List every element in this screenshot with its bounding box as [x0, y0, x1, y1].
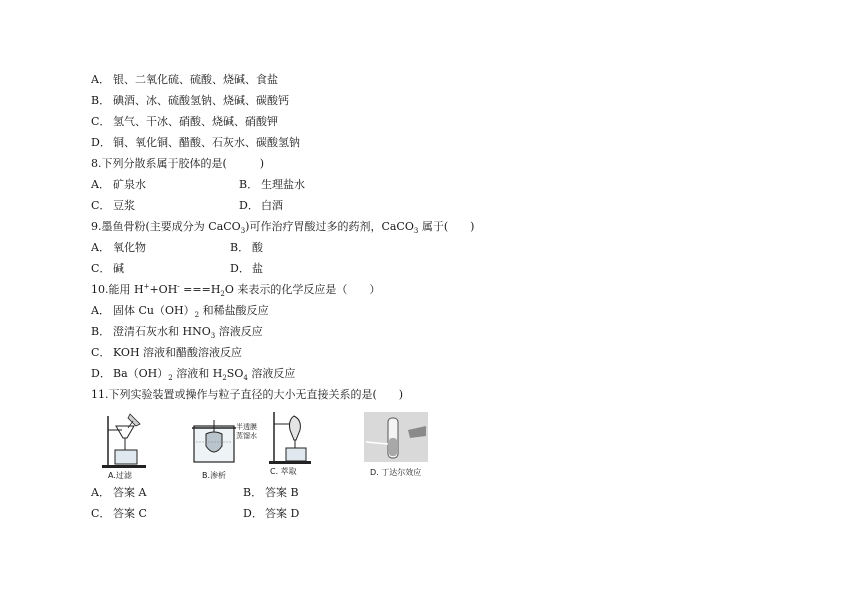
q11-stem: 11.下列实验装置或操作与粒子直径的大小无直接关系的是( ) [91, 388, 404, 401]
q7-option-a: A． 银、二氧化硫、硫酸、烧碱、食盐 [91, 73, 278, 86]
tyndall-effect-photo-icon [364, 412, 428, 462]
q8-option-c: C． 豆浆 [91, 199, 135, 212]
q9-option-a: A． 氧化物 [91, 241, 146, 254]
separatory-funnel-icon [268, 410, 318, 466]
figure-filtration [100, 412, 150, 482]
figure-extraction [268, 410, 318, 480]
q10-stem: 10.能用 $H^++OH^- ===H_2O$ 来表示的化学反应是（ ） [91, 282, 381, 299]
q10-option-d: D． $Ba(OH)_2$ 溶液和 $H_2SO_4$ 溶液反应 [91, 367, 296, 383]
figure-a-caption: A.过滤 [108, 471, 132, 480]
figure-tyndall [364, 412, 434, 478]
q9-stem: 9.墨鱼骨粉(主要成分为 CaCO$_3$)可作治疗胃酸过多的药剂，CaCO$_3$ 属于( ) [91, 220, 475, 236]
q11-option-d: D． 答案 D [243, 507, 300, 520]
q11-option-b: B． 答案 B [243, 486, 299, 499]
q9-option-c: C． 碱 [91, 262, 124, 275]
dialysis-apparatus-icon [190, 418, 240, 466]
figure-c-caption: C. 萃取 [270, 467, 297, 476]
figure-b-label-water: 蒸馏水 [236, 432, 257, 440]
q8-option-d: D． 白酒 [239, 199, 283, 212]
filtration-apparatus-icon [100, 412, 150, 470]
q8-stem: 8.下列分散系属于胶体的是( ) [91, 157, 265, 170]
q11-option-a: A． 答案 A [91, 486, 147, 499]
q7-option-c: C． 氢气、干冰、硝酸、烧碱、硝酸钾 [91, 115, 278, 128]
q10-option-a: A． 固体 $Cu(OH)_2$ 和稀盐酸反应 [91, 304, 269, 320]
figure-b-label-membrane: 半透膜 [236, 423, 257, 431]
q7-option-b: B． 碘酒、冰、硫酸氢钠、烧碱、碳酸钙 [91, 94, 289, 107]
figure-b-caption: B.渗析 [202, 471, 227, 480]
q8-option-a: A． 矿泉水 [91, 178, 146, 191]
figure-dialysis [190, 418, 270, 484]
q10-option-b: B． 澄清石灰水和 $HNO_3$ 溶液反应 [91, 325, 263, 341]
figure-d-caption: D. 丁达尔效应 [370, 468, 422, 477]
q9-option-d: D． 盐 [230, 262, 263, 275]
q9-option-b: B． 酸 [230, 241, 263, 254]
q8-option-b: B． 生理盐水 [239, 178, 305, 191]
q10-option-c: C． KOH 溶液和醋酸溶液反应 [91, 346, 243, 359]
q11-option-c: C． 答案 C [91, 507, 147, 520]
q7-option-d: D． 铜、氧化铜、醋酸、石灰水、碳酸氢钠 [91, 136, 300, 149]
